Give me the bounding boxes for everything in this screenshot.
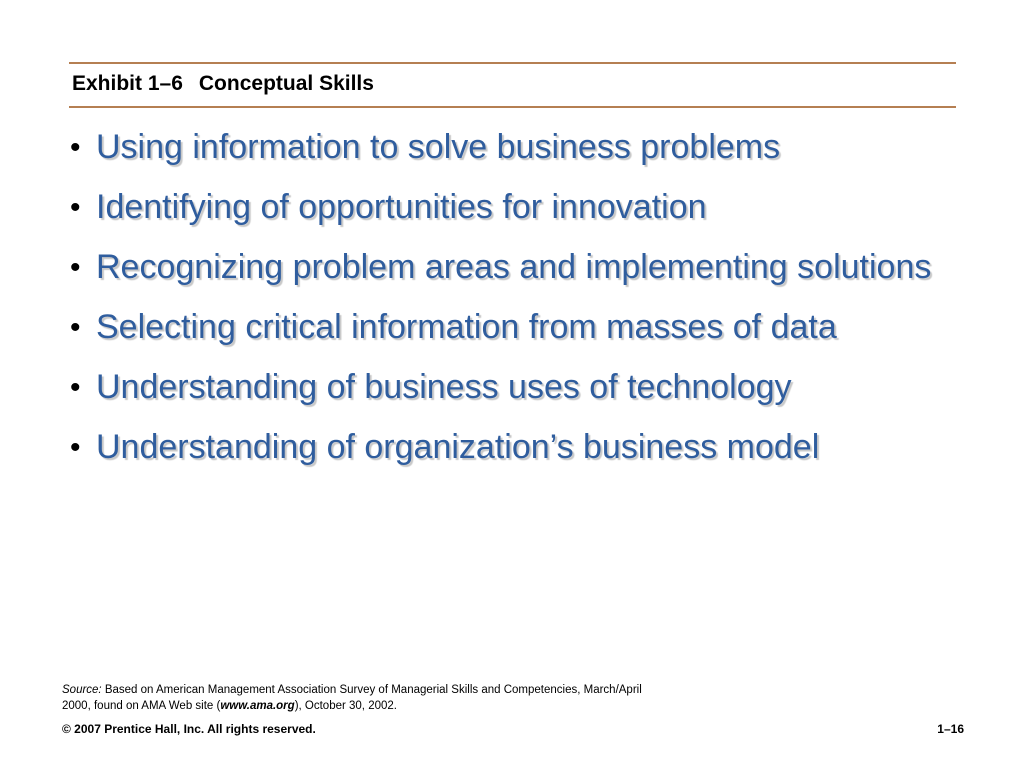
list-item xyxy=(70,368,970,407)
bullet-marker: • xyxy=(70,251,81,284)
bullet-text: Recognizing problem areas and implementing solutions xyxy=(96,248,932,286)
list-item xyxy=(70,428,970,467)
bullet-text: Using information to solve business problems xyxy=(96,128,781,166)
source-label: Source: xyxy=(62,684,102,696)
bullet-text: Understanding of organization’s business model xyxy=(96,428,820,466)
page-number: 1–16 xyxy=(937,722,964,736)
bullet-text: Identifying of opportunities for innovation xyxy=(96,188,707,226)
top-divider xyxy=(69,62,956,64)
bullet-text: Selecting critical information from masses of data xyxy=(96,308,837,346)
list-item xyxy=(70,308,970,347)
source-text-before: Based on American Management Association Survey of Managerial Skills and Competencies, March/April 2000, found on AMA Web site ( xyxy=(62,684,642,712)
exhibit-title: Conceptual Skills xyxy=(198,72,374,95)
source-text-after: ), October 30, 2002. xyxy=(294,700,397,712)
title-divider xyxy=(69,106,956,108)
source-note xyxy=(62,682,662,714)
list-item xyxy=(70,128,970,167)
bullet-marker: • xyxy=(70,131,81,164)
list-item xyxy=(70,188,970,227)
slide-title xyxy=(72,72,374,96)
bullet-marker: • xyxy=(70,311,81,344)
list-item xyxy=(70,248,970,287)
copyright-notice: © 2007 Prentice Hall, Inc. All rights reserved. xyxy=(62,722,316,736)
bullet-list xyxy=(70,128,970,488)
exhibit-number: Exhibit 1–6 xyxy=(72,72,183,95)
source-website: www.ama.org xyxy=(220,700,295,712)
bullet-marker: • xyxy=(70,371,81,404)
bullet-marker: • xyxy=(70,191,81,224)
bullet-text: Understanding of business uses of technology xyxy=(96,368,792,406)
bullet-marker: • xyxy=(70,431,81,464)
